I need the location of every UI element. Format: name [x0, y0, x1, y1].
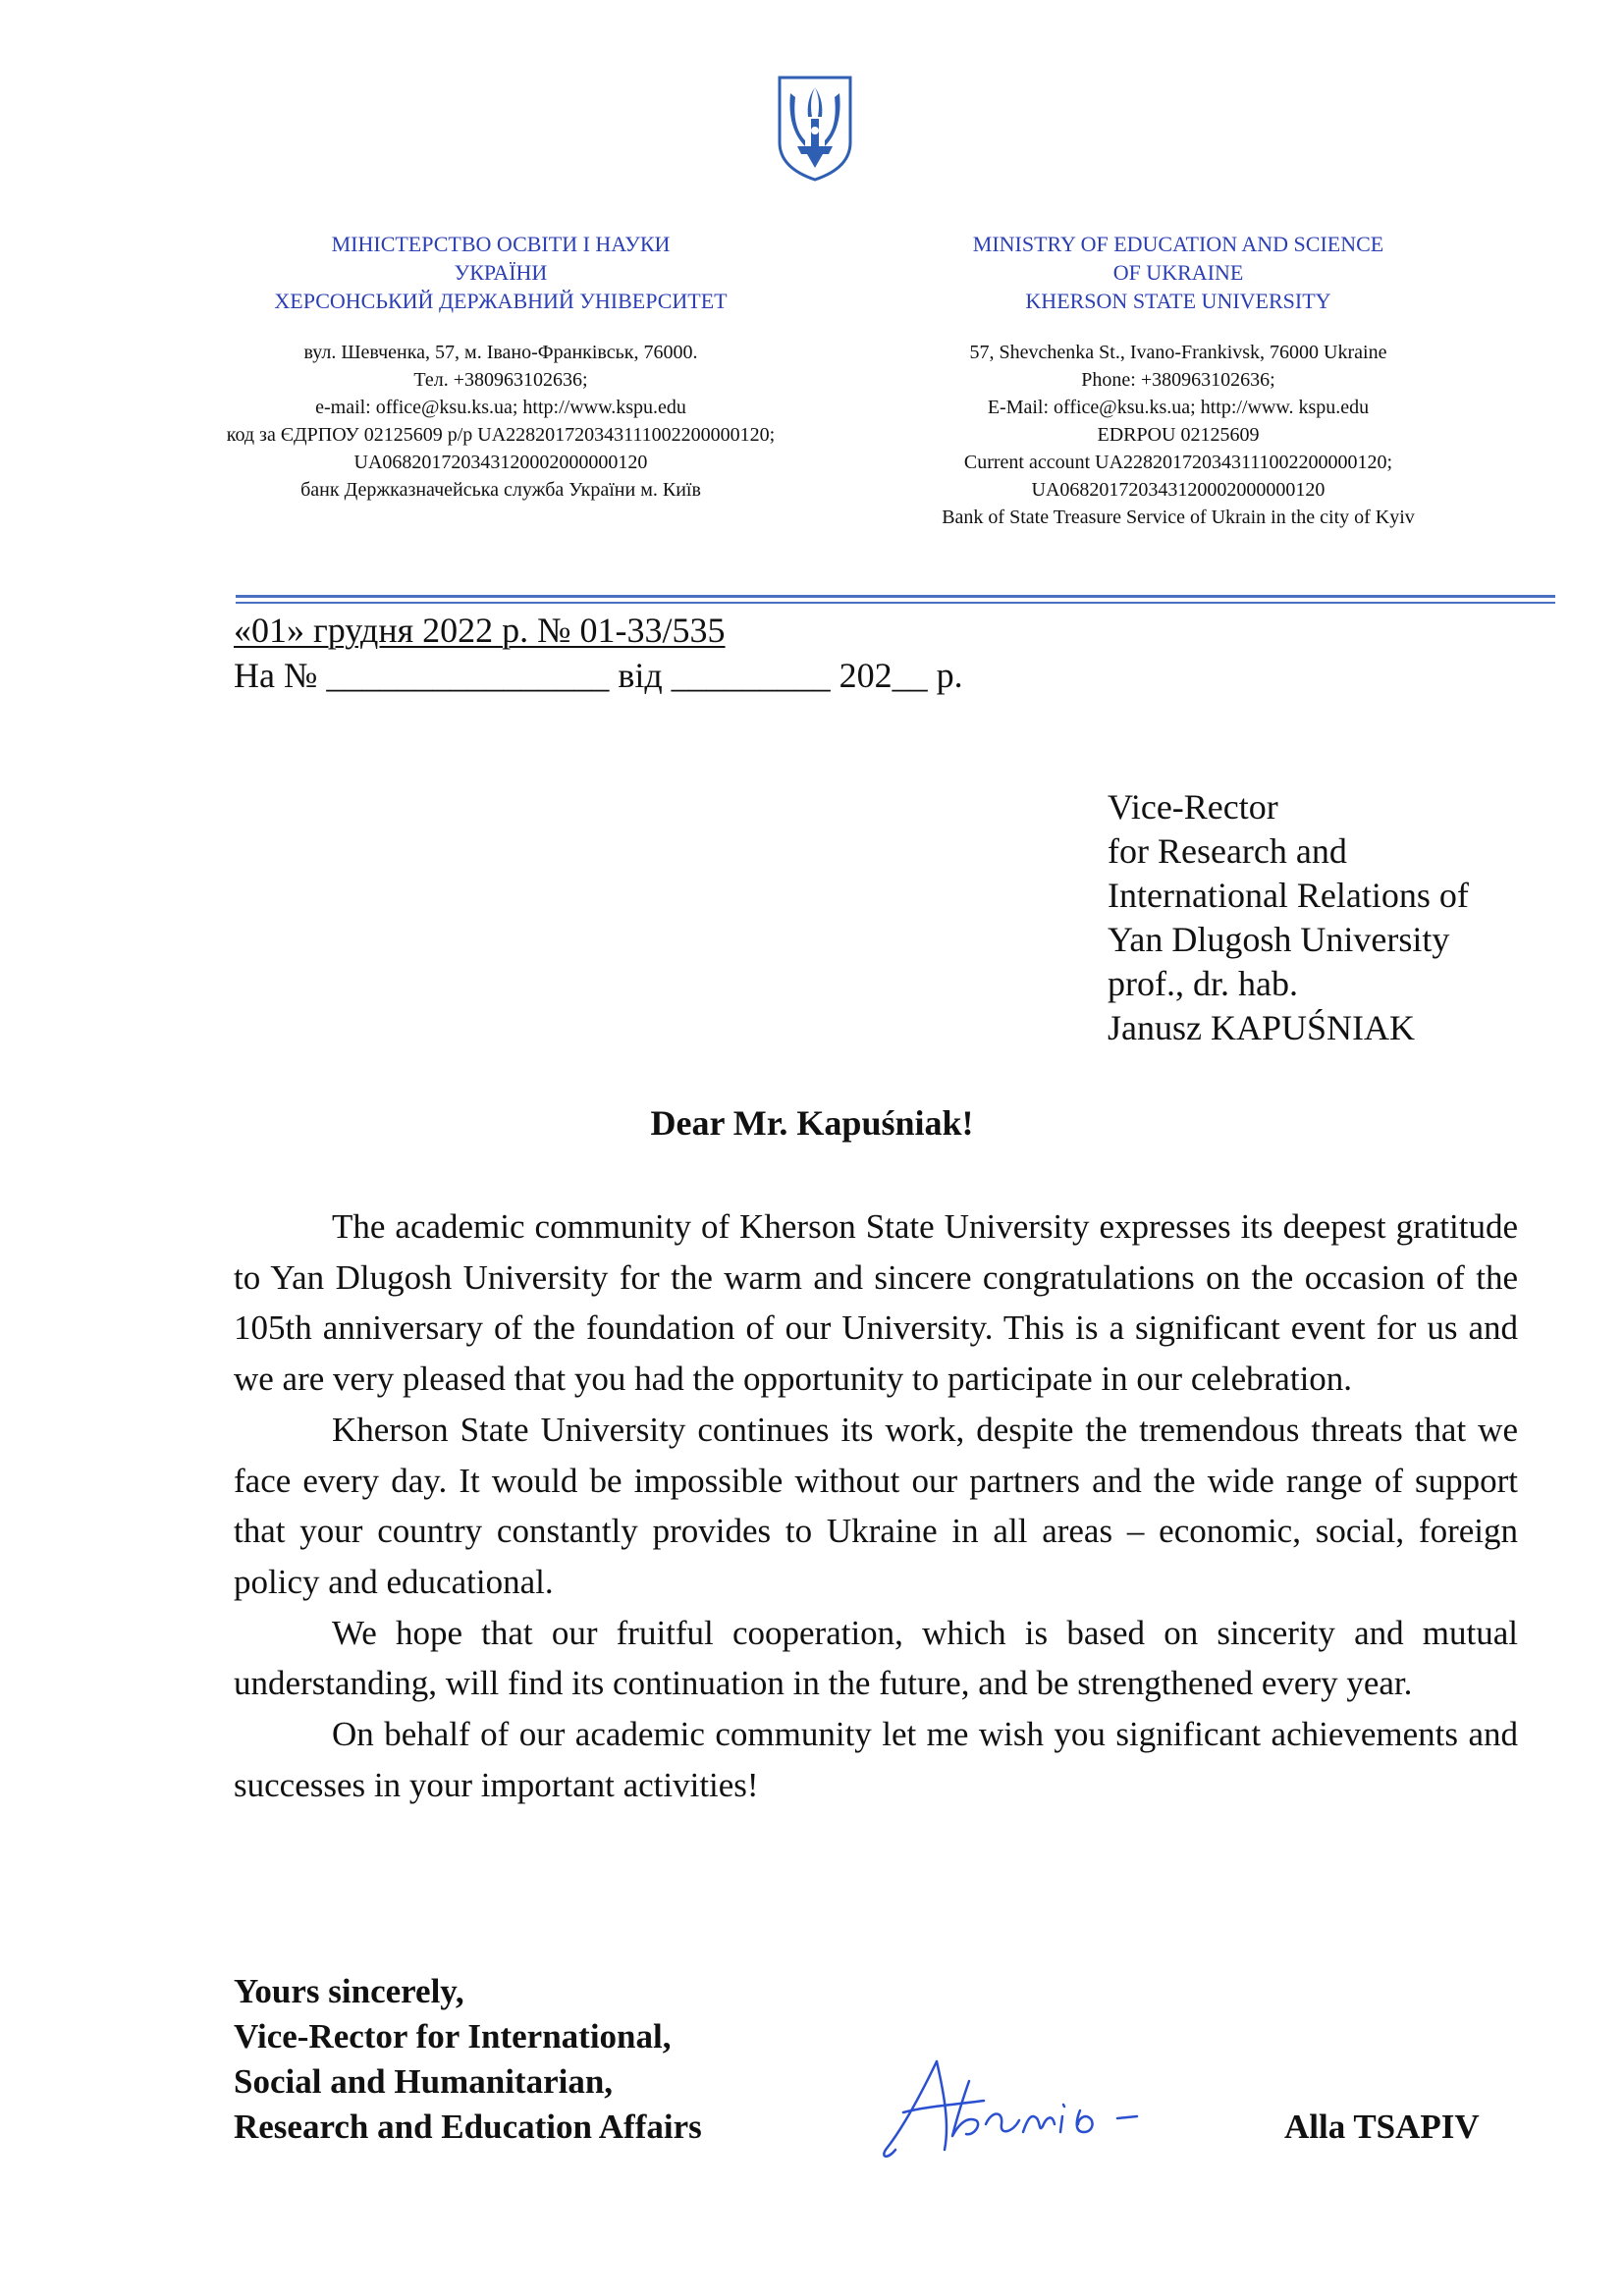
- closing-line: Social and Humanitarian,: [234, 2062, 614, 2101]
- address-block-ua: вул. Шевченка, 57, м. Івано-Франківськ, 76000. Тел. +380963102636; e-mail: office@ksu.ks.ua; http://www.kspu.edu код за ЄДРПОУ 02125609 р/р UA228201720343111002200000120; UA068201720343120002000000120 банк Держказначейська служба України м. Київ: [226, 342, 776, 501]
- addressee-line: Janusz KAPUŚNIAK: [1108, 1008, 1415, 1047]
- letter-body: [234, 1201, 1518, 1810]
- body-paragraph: The academic community of Kherson State University expresses its deepest gratitude to Yan Dlugosh University for the warm and sincere congratulations on the occasion of the 105th anniversary of the foundation of our University. This is a significant event for us and we are very pleased that you had the opportunity to participate in our celebration.: [234, 1207, 1518, 1399]
- trident-coat-of-arms-icon: [776, 74, 854, 184]
- closing-line: Yours sincerely,: [234, 1972, 464, 2010]
- addressee-line: Vice-Rector: [1108, 787, 1278, 827]
- addressee-line: Yan Dlugosh University: [1108, 920, 1450, 959]
- signer-name: Alla TSAPIV: [1284, 2108, 1480, 2146]
- body-paragraph: On behalf of our academic community let me wish you significant achievements and successes in your important activities!: [234, 1715, 1518, 1804]
- salutation: Dear Mr. Kapuśniak!: [650, 1103, 974, 1143]
- header-english: [835, 230, 1522, 531]
- outgoing-reference: «01» грудня 2022 р. № 01-33/535: [234, 611, 726, 650]
- ministry-title-ua: МІНІСТЕРСТВО ОСВІТИ І НАУКИ УКРАЇНИ ХЕРСОНСЬКИЙ ДЕРЖАВНИЙ УНІВЕРСИТЕТ: [274, 232, 728, 313]
- ministry-title-en: MINISTRY OF EDUCATION AND SCIENCE OF UKRAINE KHERSON STATE UNIVERSITY: [972, 232, 1384, 313]
- header-ukrainian: [147, 230, 854, 504]
- body-paragraph: We hope that our fruitful cooperation, which is based on sincerity and mutual understanding, will find its continuation in the future, and be strengthened every year.: [234, 1613, 1518, 1703]
- reply-reference: На № ________________ від _________ 202__ р.: [234, 656, 963, 695]
- header-divider-secondary: [236, 602, 1555, 604]
- closing-line: Vice-Rector for International,: [234, 2017, 672, 2056]
- addressee-line: prof., dr. hab.: [1108, 964, 1298, 1003]
- addressee-line: for Research and: [1108, 831, 1347, 871]
- body-paragraph: Kherson State University continues its work, despite the tremendous threats that we face every day. It would be impossible without our partners and the wide range of support that your country constantly provides to Ukraine in all areas – economic, social, foreign policy and educational.: [234, 1410, 1518, 1601]
- addressee-block: [1108, 785, 1579, 1050]
- closing-line: Research and Education Affairs: [234, 2108, 702, 2146]
- handwritten-signature: [876, 2042, 1229, 2169]
- address-block-en: 57, Shevchenka St., Ivano-Frankivsk, 76000 Ukraine Phone: +380963102636; E-Mail: office@ksu.ks.ua; http://www. kspu.edu EDRPOU 02125609 Current account UA228201720343111002200000120; UA068201720343120002000000120 Bank of State Treasure Service of Ukrain in the city of Kyiv: [942, 342, 1415, 528]
- closing-block: [234, 1969, 921, 2150]
- header-divider: [236, 595, 1555, 598]
- addressee-line: International Relations of: [1108, 876, 1469, 915]
